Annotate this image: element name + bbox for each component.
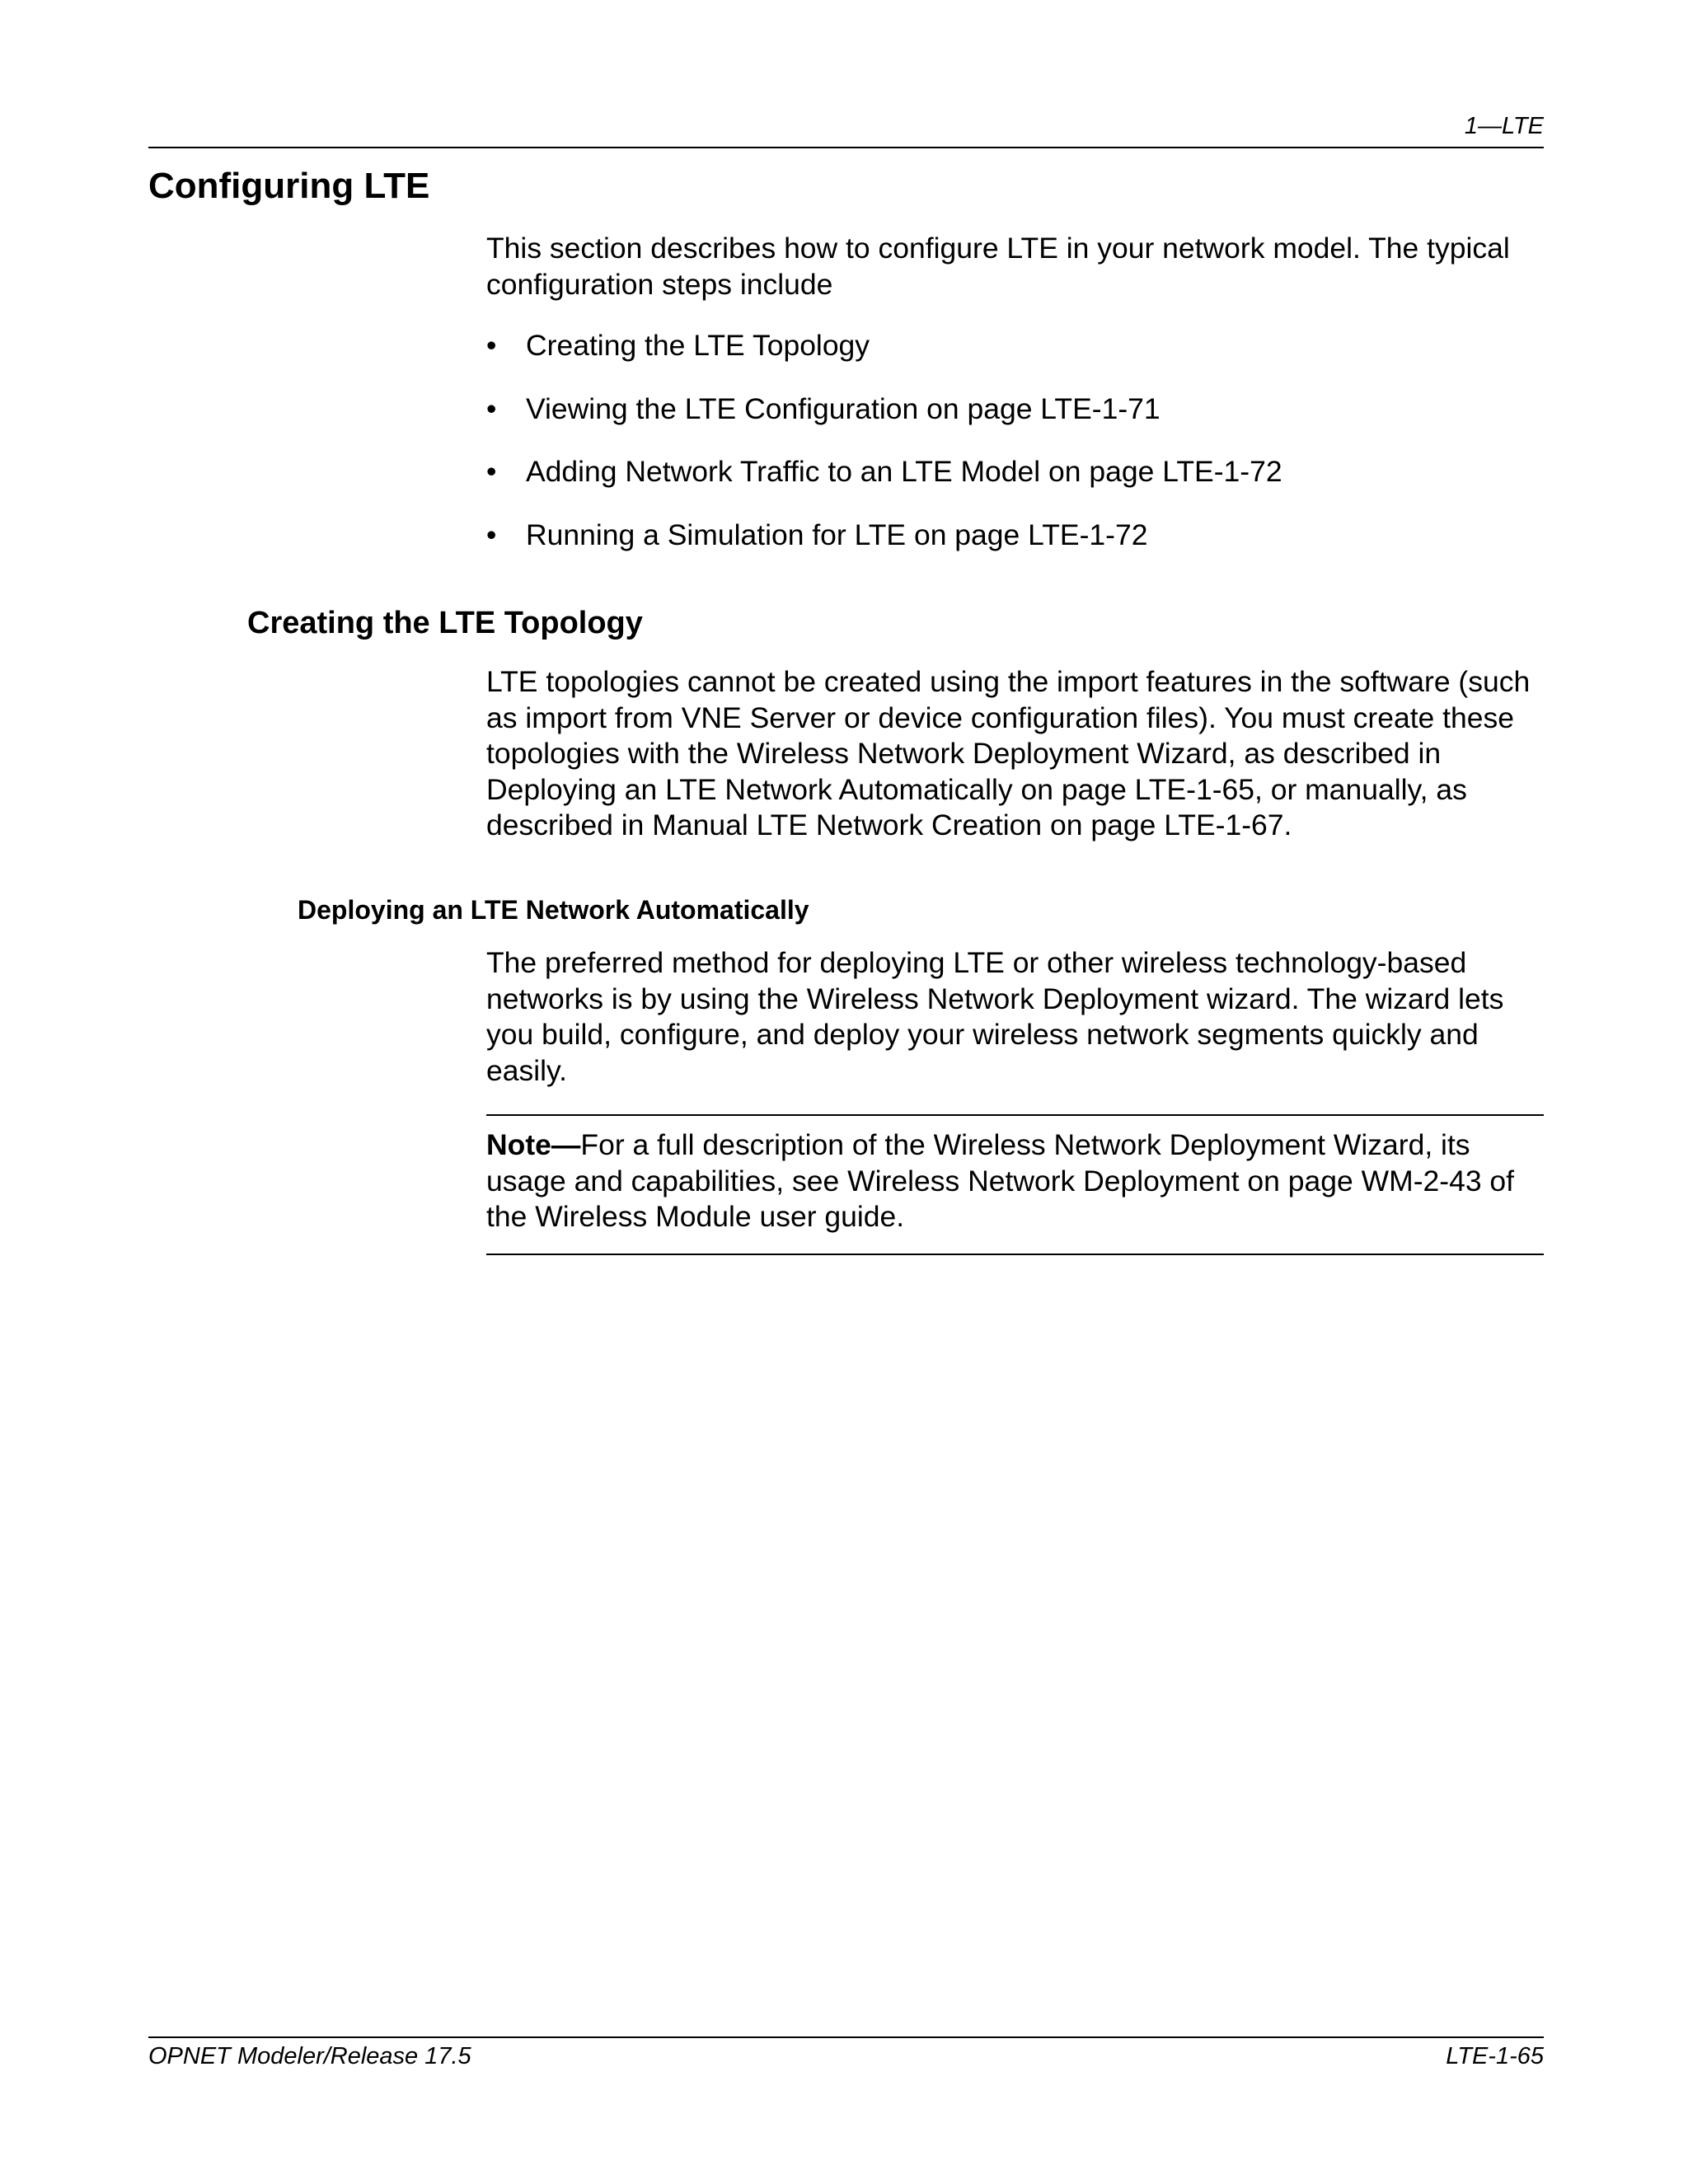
topology-heading: Creating the LTE Topology (247, 606, 643, 640)
note-bottom-rule (486, 1254, 1544, 1255)
note-top-rule (486, 1114, 1544, 1116)
deploy-heading: Deploying an LTE Network Automatically (298, 895, 809, 925)
intro-paragraph: This section describes how to configure LTE in your network model. The typical configuration steps include (486, 232, 1510, 301)
bullet-icon: • (486, 391, 497, 425)
page-number: LTE-1-65 (1446, 2043, 1544, 2069)
section-title: Configuring LTE (148, 166, 430, 206)
list-item-label: Adding Network Traffic to an LTE Model on page LTE-1-72 (526, 455, 1282, 488)
running-head: 1—LTE (1464, 113, 1544, 139)
list-item-label: Viewing the LTE Configuration on page LTE-1-71 (526, 391, 1160, 425)
footer-rule (148, 2036, 1544, 2038)
topology-paragraph: LTE topologies cannot be created using the import features in the software (such as import from VNE Server or device configuration files). You must create these topologies with the Wireless Network Deployment Wizard, as described in Deploying an LTE Network Automatically on page LTE-1-65, or manually, as described in Manual LTE Network Creation on page LTE-1-67. (486, 665, 1531, 841)
note-text: For a full description of the Wireless Network Deployment Wizard, its usage and capabilities, see Wireless Network Deployment on page WM-2-43 of the Wireless Module user guide. (486, 1128, 1515, 1233)
list-item (486, 454, 1544, 518)
list-item (486, 328, 1544, 391)
footer-product: OPNET Modeler/Release 17.5 (148, 2043, 471, 2069)
list-item-label: Creating the LTE Topology (526, 329, 870, 362)
note-label: Note— (486, 1128, 581, 1161)
header-rule (148, 147, 1544, 148)
list-item-label: Running a Simulation for LTE on page LTE-1-72 (526, 518, 1148, 551)
list-item (486, 518, 1544, 581)
config-steps-list (486, 328, 1544, 580)
list-item (486, 391, 1544, 455)
bullet-icon: • (486, 518, 497, 551)
note-block (486, 1127, 1544, 1235)
bullet-icon: • (486, 329, 497, 362)
deploy-paragraph: The preferred method for deploying LTE or other wireless technology-based networks is by using the Wireless Network Deployment wizard. The wizard lets you build, configure, and deploy your wireless network segments quickly and easily. (486, 946, 1504, 1087)
bullet-icon: • (486, 455, 497, 488)
